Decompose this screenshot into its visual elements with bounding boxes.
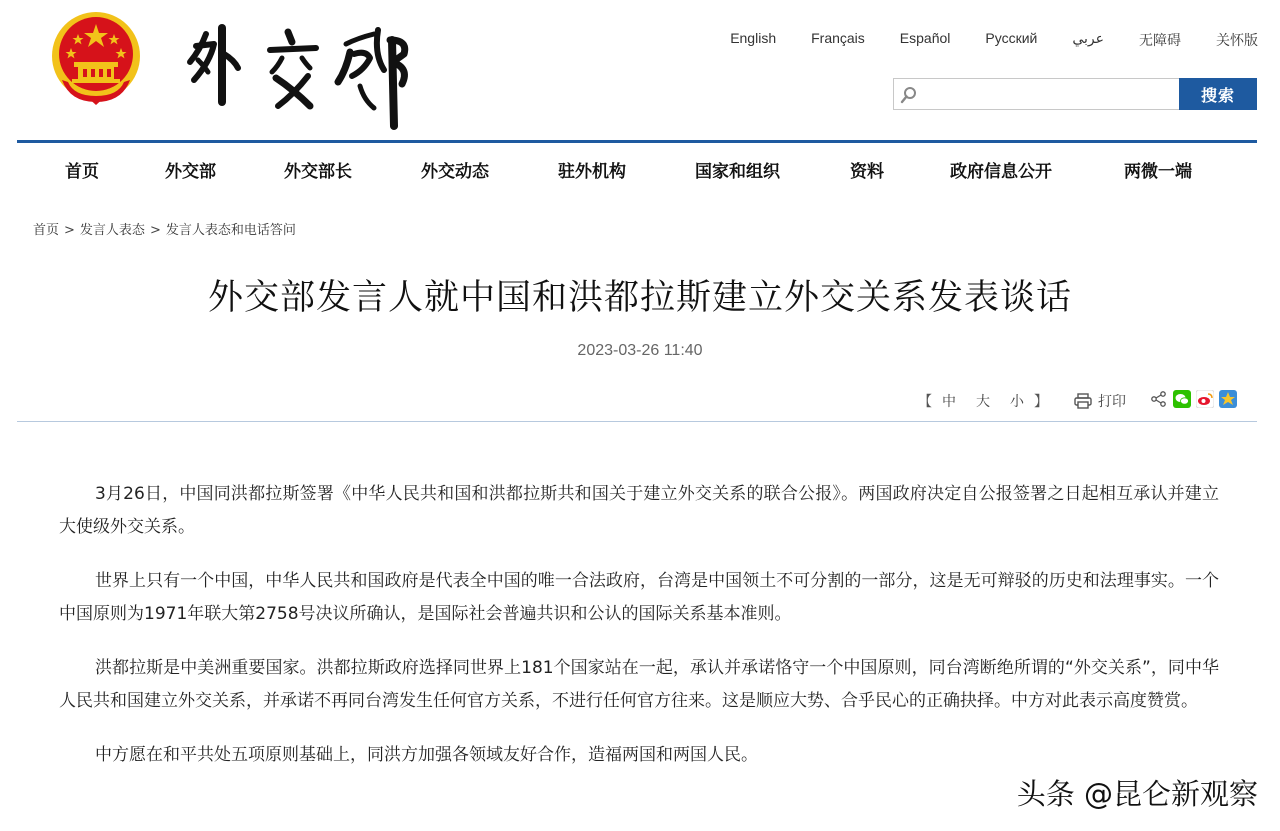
nav-item-ministry[interactable]: 外交部	[165, 162, 216, 182]
ministry-calligraphy-logo[interactable]	[178, 10, 428, 132]
article-date: 2023-03-26 11:40	[577, 342, 703, 359]
breadcrumb-separator: >	[149, 223, 161, 238]
language-bar	[730, 30, 1258, 50]
font-size-large-button[interactable]: 大	[976, 394, 990, 410]
font-size-medium-button[interactable]: 中	[942, 394, 956, 410]
font-size-small-button[interactable]: 小	[1010, 394, 1024, 410]
wechat-icon[interactable]	[1173, 390, 1191, 412]
nav-item-countries[interactable]: 国家和组织	[695, 162, 780, 182]
print-label: 打印	[1098, 394, 1126, 410]
lang-spanish-link[interactable]: Español	[899, 30, 951, 46]
lang-russian-link[interactable]: Русский	[985, 30, 1038, 46]
share-icon[interactable]	[1150, 390, 1168, 412]
share-group	[1150, 390, 1237, 412]
nav-item-resources[interactable]: 资料	[850, 162, 884, 182]
national-emblem-icon[interactable]	[50, 10, 142, 106]
nav-item-social-media[interactable]: 两微一端	[1124, 162, 1192, 182]
breadcrumb-current[interactable]: 发言人表态和电话答问	[165, 223, 296, 238]
weibo-icon[interactable]	[1196, 390, 1214, 412]
article-paragraph: 中方愿在和平共处五项原则基础上，同洪方加强各领域友好合作，造福两国和两国人民。	[95, 745, 758, 765]
nav-item-news[interactable]: 外交动态	[421, 162, 489, 182]
site-header	[0, 0, 1280, 140]
nav-item-minister[interactable]: 外交部长	[284, 162, 352, 182]
watermark: 头条 @昆仑新观察	[1016, 777, 1258, 811]
search-input-box	[893, 78, 1179, 110]
nav-item-gov-info[interactable]: 政府信息公开	[950, 162, 1052, 182]
search-input[interactable]	[894, 79, 1179, 109]
search-button[interactable]: 搜索	[1179, 78, 1257, 110]
bracket-open: 【	[918, 394, 932, 410]
article-paragraph: 3月26日，中国同洪都拉斯签署《中华人民共和国和洪都拉斯共和国关于建立外交关系的联合公报》。两国政府决定自公报签署之日起相互承认并建立大使级外交关系。	[59, 484, 1219, 537]
breadcrumb	[33, 219, 296, 238]
lang-french-link[interactable]: Français	[811, 30, 865, 46]
printer-icon	[1074, 393, 1092, 409]
main-nav	[17, 143, 1257, 191]
lang-english-link[interactable]: English	[730, 30, 777, 46]
content-divider	[17, 421, 1257, 422]
lang-arabic-link[interactable]: عربي	[1072, 30, 1104, 46]
article-tools	[918, 390, 1237, 412]
breadcrumb-spokesperson[interactable]: 发言人表态	[79, 223, 145, 238]
bracket-close: 】	[1034, 394, 1048, 410]
search-bar	[893, 78, 1257, 110]
article-paragraph: 世界上只有一个中国，中华人民共和国政府是代表全中国的唯一合法政府，台湾是中国领土不可分割的一部分，这是无可辩驳的历史和法理事实。一个中国原则为1971年联大第2758号决议所确认，是国际社会普遍共识和公认的国际关系基本准则。	[59, 571, 1219, 624]
article-paragraph: 洪都拉斯是中美洲重要国家。洪都拉斯政府选择同世界上181个国家站在一起，承认并承诺恪守一个中国原则，同台湾断绝所谓的“外交关系”，同中华人民共和国建立外交关系，并承诺不再同台湾发生任何官方关系，不进行任何官方往来。这是顺应大势、合乎民心的正确抉择。中方对此表示高度赞赏。	[59, 658, 1219, 711]
nav-item-home[interactable]: 首页	[65, 162, 99, 182]
nav-item-missions[interactable]: 驻外机构	[558, 162, 626, 182]
breadcrumb-home[interactable]: 首页	[33, 223, 60, 238]
article-title: 外交部发言人就中国和洪都拉斯建立外交关系发表谈话	[207, 278, 1072, 318]
search-icon	[900, 86, 918, 104]
care-version-link[interactable]: 关怀版	[1216, 32, 1258, 48]
qzone-icon[interactable]	[1219, 390, 1237, 412]
font-size-switcher	[918, 391, 1048, 411]
breadcrumb-separator: >	[64, 223, 75, 238]
article-body	[59, 478, 1219, 793]
print-button[interactable]	[1074, 391, 1126, 411]
accessibility-link[interactable]: 无障碍	[1139, 32, 1181, 48]
